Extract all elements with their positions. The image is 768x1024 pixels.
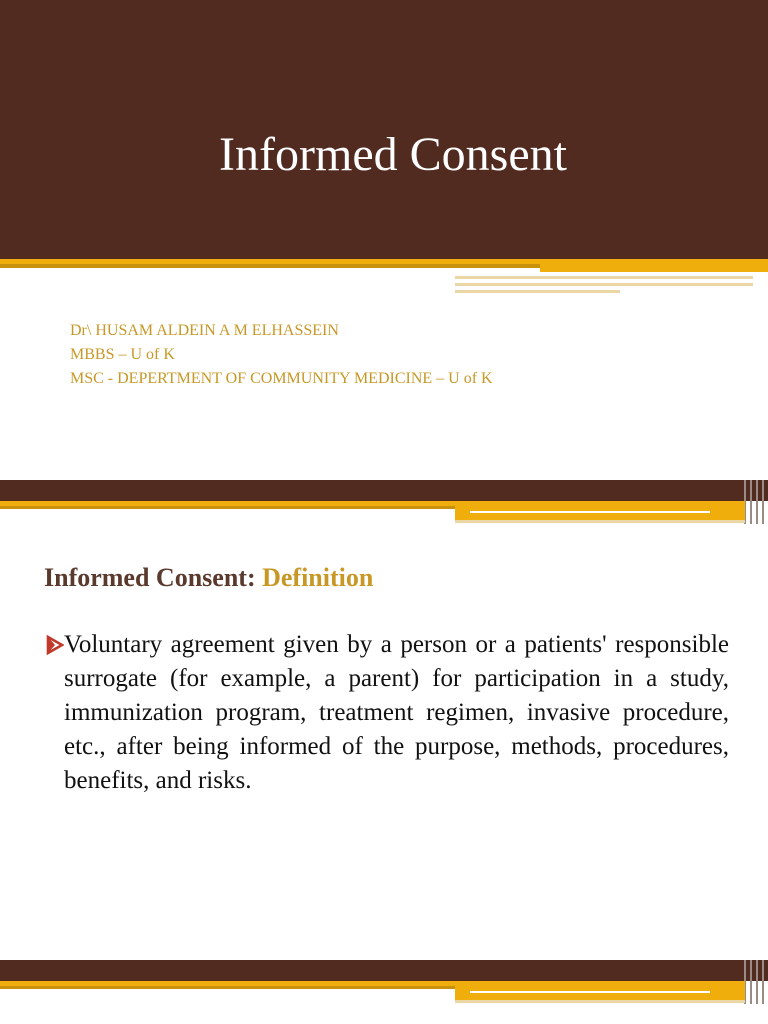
- band-grip: [762, 480, 764, 524]
- stripe-highlight: [470, 991, 710, 993]
- pale-stripe: [455, 1000, 745, 1003]
- band-grip: [750, 960, 752, 1004]
- header-band: [0, 480, 768, 501]
- pale-stripe: [455, 283, 753, 286]
- author-info: [70, 319, 493, 391]
- author-department: MSC - DEPERTMENT OF COMMUNITY MEDICINE – U of K: [70, 370, 493, 387]
- band-grip: [756, 480, 758, 524]
- author-name: Dr\ HUSAM ALDEIN A M ELHASSEIN: [70, 322, 339, 339]
- gold-stripe-shadow: [0, 264, 540, 268]
- band-grip: [750, 480, 752, 524]
- slide-heading: [44, 560, 373, 596]
- definition-slide: [0, 480, 768, 1024]
- gold-stripe-right: [455, 506, 745, 520]
- slide-title: Informed Consent: [219, 128, 567, 181]
- heading-accent: Definition: [262, 563, 374, 592]
- arrow-bullet-icon: [46, 634, 64, 656]
- gold-stripe-right: [455, 986, 745, 1000]
- gold-stripe-right: [540, 264, 768, 272]
- pale-stripe: [455, 276, 753, 279]
- bullet-item: [46, 628, 729, 798]
- pale-stripe: [455, 520, 745, 523]
- title-slide: [0, 0, 768, 480]
- bullet-text: Voluntary agreement given by a person or a patients' responsible surrogate (for example, a parent) for participation in a study, immunization program, treatment regimen, invasive procedure, etc., after being informed of the purpose, methods, procedures, benefits, and risks.: [64, 631, 729, 794]
- gold-stripe-shadow: [0, 506, 455, 509]
- heading-main: Informed Consent:: [44, 563, 263, 592]
- pale-stripe: [455, 290, 620, 293]
- footer-band: [0, 960, 768, 981]
- author-degree: MBBS – U of K: [70, 346, 175, 363]
- band-grip: [756, 960, 758, 1004]
- band-grip: [762, 960, 764, 1004]
- stripe-highlight: [470, 511, 710, 513]
- gold-stripe-shadow: [0, 986, 455, 989]
